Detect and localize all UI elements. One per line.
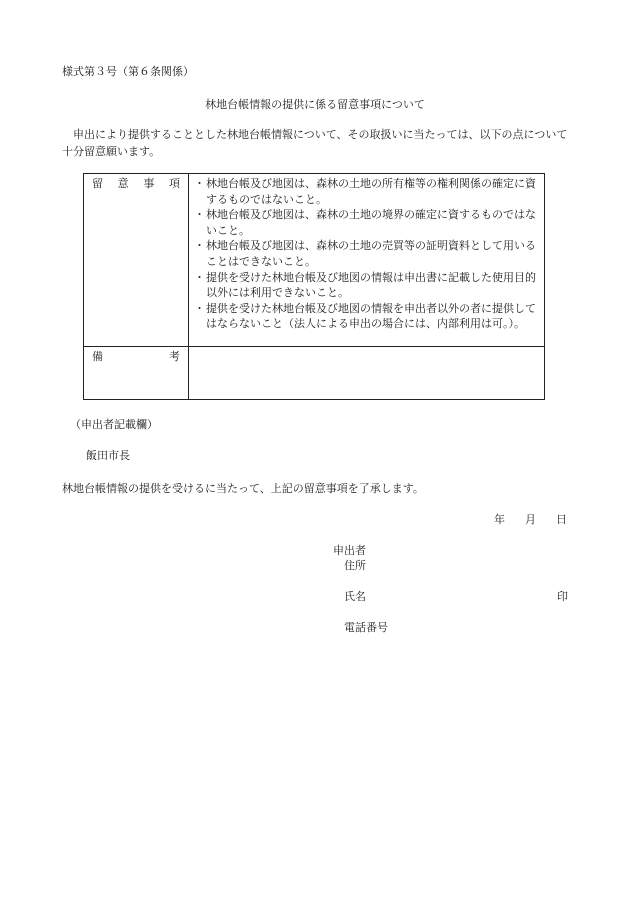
- notice-text: 提供を受けた林地台帳及び地図の情報は申出書に記載した使用目的以外には利用できないこと。: [206, 270, 536, 300]
- table-row-divider: [84, 346, 544, 347]
- date-line: [494, 512, 567, 527]
- acknowledgement-statement: 林地台帳情報の提供を受けるに当たって、上記の留意事項を了承します。: [62, 482, 424, 495]
- notice-item: [194, 270, 540, 301]
- bullet-mark: ・: [194, 301, 205, 315]
- form-number: 様式第３号（第６条関係）: [62, 65, 194, 78]
- table-column-divider: [188, 174, 189, 399]
- bullet-mark: ・: [194, 177, 205, 190]
- addressee: 飯田市長: [86, 449, 130, 462]
- notice-text: 林地台帳及び地図は、森林の土地の境界の確定に資するものではないこと。: [206, 208, 536, 237]
- bullet-mark: ・: [194, 270, 205, 284]
- notice-item: [194, 238, 540, 269]
- notice-list: [194, 176, 540, 332]
- remarks-label-char: 考: [169, 350, 180, 363]
- bullet-mark: ・: [194, 208, 205, 222]
- notice-text: 提供を受けた林地台帳及び地図の情報を申出者以外の者に提供してはならないこと（法人による申出の場合には、内部利用は可。）。: [206, 301, 536, 331]
- notes-label-char: 留: [92, 177, 103, 190]
- notes-label-char: 事: [143, 177, 155, 190]
- remarks-label-char: 備: [92, 350, 103, 363]
- address-field-label: 住所: [344, 559, 366, 572]
- name-field-label: 氏名: [344, 590, 366, 603]
- phone-field-label: 電話番号: [344, 621, 388, 634]
- applicant-label: 申出者: [333, 544, 366, 557]
- notes-label: [92, 176, 180, 191]
- notice-item: [194, 301, 540, 332]
- notes-label-char: 意: [117, 177, 129, 190]
- date-year-field: 年: [494, 513, 505, 526]
- remarks-label: [92, 349, 180, 364]
- notes-label-char: 項: [168, 177, 180, 190]
- notice-item: [194, 176, 540, 207]
- applicant-section-heading: （申出者記載欄）: [70, 418, 158, 431]
- intro-paragraph: 申出により提供することとした林地台帳情報について、その取扱いに当たっては、以下の点について十分留意願います。: [62, 128, 568, 159]
- notice-text: 林地台帳及び地図は、森林の土地の売買等の証明資料として用いることはできないこと。: [206, 239, 536, 269]
- bullet-mark: ・: [194, 239, 205, 253]
- document-title: 林地台帳情報の提供に係る留意事項について: [205, 98, 425, 111]
- notice-table: [83, 173, 545, 400]
- notice-text: 林地台帳及び地図は、森林の土地の所有権等の権利関係の確定に資するものではないこと。: [206, 177, 536, 206]
- date-month-field: 月: [525, 513, 536, 526]
- date-day-field: 日: [556, 513, 567, 526]
- seal-mark: 印: [557, 590, 568, 603]
- notice-item: [194, 207, 540, 238]
